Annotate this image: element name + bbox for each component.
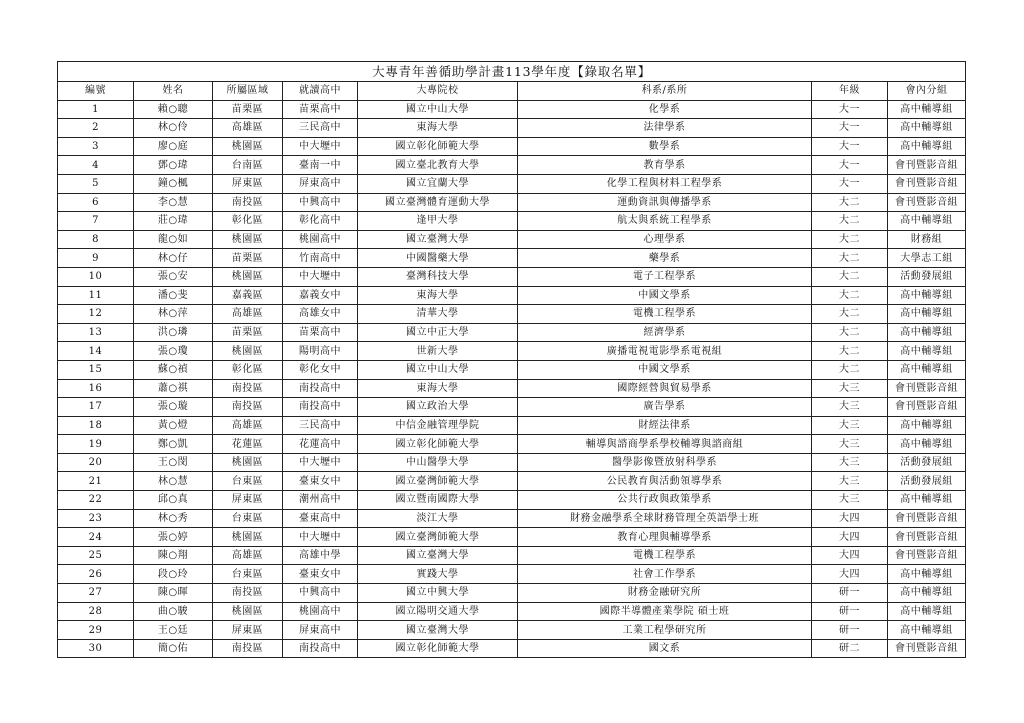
- table-row: [58, 249, 966, 268]
- group-cell: 高中輔導組: [888, 602, 966, 621]
- high-school-cell: 陽明高中: [283, 342, 358, 361]
- name-cell: 王○廷: [134, 621, 213, 640]
- department-cell: 中國文學系: [518, 360, 812, 379]
- region-cell: 苗栗區: [213, 249, 283, 268]
- region-cell: 彰化區: [213, 360, 283, 379]
- table-row: [58, 100, 966, 119]
- name-cell: 蘇○禎: [134, 360, 213, 379]
- university-cell: 國立臺灣師範大學: [358, 472, 518, 491]
- department-cell: 財經法律系: [518, 416, 812, 435]
- department-cell: 國文系: [518, 639, 812, 658]
- region-cell: 台東區: [213, 472, 283, 491]
- group-cell: 高中輔導組: [888, 621, 966, 640]
- column-header-grade: 年級: [812, 82, 888, 101]
- group-cell: 高中輔導組: [888, 360, 966, 379]
- region-cell: 花蓮區: [213, 435, 283, 454]
- number-cell: 8: [58, 230, 134, 249]
- grade-cell: 大二: [812, 267, 888, 286]
- table-row: [58, 230, 966, 249]
- grade-cell: 大四: [812, 565, 888, 584]
- region-cell: 台東區: [213, 509, 283, 528]
- region-cell: 台南區: [213, 156, 283, 175]
- group-cell: 高中輔導組: [888, 565, 966, 584]
- number-cell: 6: [58, 193, 134, 212]
- number-cell: 25: [58, 546, 134, 565]
- grade-cell: 大二: [812, 212, 888, 231]
- column-header-name: 姓名: [134, 82, 213, 101]
- region-cell: 桃園區: [213, 453, 283, 472]
- grade-cell: 大三: [812, 491, 888, 510]
- university-cell: 世新大學: [358, 342, 518, 361]
- table-row: [58, 323, 966, 342]
- university-cell: 中信金融管理學院: [358, 416, 518, 435]
- university-cell: 國立臺灣體育運動大學: [358, 193, 518, 212]
- group-cell: 會刊暨影音組: [888, 379, 966, 398]
- high-school-cell: 苗栗高中: [283, 323, 358, 342]
- group-cell: 會刊暨影音組: [888, 546, 966, 565]
- name-cell: 莊○瑋: [134, 212, 213, 231]
- grade-cell: 研一: [812, 602, 888, 621]
- number-cell: 15: [58, 360, 134, 379]
- grade-cell: 大二: [812, 193, 888, 212]
- university-cell: 中國醫藥大學: [358, 249, 518, 268]
- group-cell: 高中輔導組: [888, 323, 966, 342]
- grade-cell: 大四: [812, 528, 888, 547]
- grade-cell: 大二: [812, 305, 888, 324]
- university-cell: 國立彰化師範大學: [358, 639, 518, 658]
- high-school-cell: 桃園高中: [283, 602, 358, 621]
- group-cell: 大學志工組: [888, 249, 966, 268]
- department-cell: 化學系: [518, 100, 812, 119]
- number-cell: 16: [58, 379, 134, 398]
- department-cell: 化學工程與材料工程學系: [518, 174, 812, 193]
- high-school-cell: 中大壢中: [283, 137, 358, 156]
- table-row: [58, 342, 966, 361]
- university-cell: 東海大學: [358, 379, 518, 398]
- high-school-cell: 中大壢中: [283, 453, 358, 472]
- grade-cell: 大三: [812, 453, 888, 472]
- number-cell: 19: [58, 435, 134, 454]
- number-cell: 4: [58, 156, 134, 175]
- header-row: [58, 82, 966, 101]
- department-cell: 電機工程學系: [518, 546, 812, 565]
- university-cell: 國立臺灣師範大學: [358, 528, 518, 547]
- department-cell: 國際經營與貿易學系: [518, 379, 812, 398]
- name-cell: 邱○真: [134, 491, 213, 510]
- high-school-cell: 臺東女中: [283, 565, 358, 584]
- name-cell: 林○秀: [134, 509, 213, 528]
- number-cell: 18: [58, 416, 134, 435]
- group-cell: 高中輔導組: [888, 286, 966, 305]
- region-cell: 南投區: [213, 639, 283, 658]
- university-cell: 國立政治大學: [358, 398, 518, 417]
- university-cell: 中山醫學大學: [358, 453, 518, 472]
- department-cell: 社會工作學系: [518, 565, 812, 584]
- table-row: [58, 174, 966, 193]
- high-school-cell: 嘉義女中: [283, 286, 358, 305]
- department-cell: 廣播電視電影學系電視組: [518, 342, 812, 361]
- group-cell: 活動發展組: [888, 453, 966, 472]
- name-cell: 段○玲: [134, 565, 213, 584]
- grade-cell: 大三: [812, 379, 888, 398]
- university-cell: 國立中山大學: [358, 360, 518, 379]
- university-cell: 國立臺灣大學: [358, 230, 518, 249]
- high-school-cell: 中興高中: [283, 584, 358, 603]
- name-cell: 張○瓊: [134, 342, 213, 361]
- column-header-number: 編號: [58, 82, 134, 101]
- group-cell: 財務組: [888, 230, 966, 249]
- number-cell: 21: [58, 472, 134, 491]
- group-cell: 高中輔導組: [888, 491, 966, 510]
- high-school-cell: 三民高中: [283, 416, 358, 435]
- table-row: [58, 491, 966, 510]
- department-cell: 財務金融研究所: [518, 584, 812, 603]
- number-cell: 1: [58, 100, 134, 119]
- column-header-group: 會內分組: [888, 82, 966, 101]
- grade-cell: 大一: [812, 174, 888, 193]
- university-cell: 臺灣科技大學: [358, 267, 518, 286]
- column-header-department: 科系/系所: [518, 82, 812, 101]
- number-cell: 7: [58, 212, 134, 231]
- university-cell: 逢甲大學: [358, 212, 518, 231]
- high-school-cell: 苗栗高中: [283, 100, 358, 119]
- university-cell: 國立臺北教育大學: [358, 156, 518, 175]
- table-row: [58, 509, 966, 528]
- number-cell: 23: [58, 509, 134, 528]
- number-cell: 13: [58, 323, 134, 342]
- admission-list-sheet: [57, 61, 965, 658]
- high-school-cell: 潮州高中: [283, 491, 358, 510]
- university-cell: 實踐大學: [358, 565, 518, 584]
- grade-cell: 大四: [812, 546, 888, 565]
- grade-cell: 大一: [812, 156, 888, 175]
- grade-cell: 大二: [812, 249, 888, 268]
- column-header-high-school: 就讀高中: [283, 82, 358, 101]
- table-row: [58, 379, 966, 398]
- table-row: [58, 360, 966, 379]
- department-cell: 教育心理與輔導學系: [518, 528, 812, 547]
- grade-cell: 研一: [812, 621, 888, 640]
- number-cell: 9: [58, 249, 134, 268]
- number-cell: 14: [58, 342, 134, 361]
- grade-cell: 大四: [812, 509, 888, 528]
- group-cell: 高中輔導組: [888, 100, 966, 119]
- table-row: [58, 435, 966, 454]
- table-row: [58, 156, 966, 175]
- number-cell: 30: [58, 639, 134, 658]
- grade-cell: 研一: [812, 584, 888, 603]
- high-school-cell: 高雄女中: [283, 305, 358, 324]
- table-row: [58, 119, 966, 138]
- name-cell: 王○閔: [134, 453, 213, 472]
- region-cell: 屏東區: [213, 174, 283, 193]
- region-cell: 屏東區: [213, 621, 283, 640]
- group-cell: 高中輔導組: [888, 212, 966, 231]
- name-cell: 張○安: [134, 267, 213, 286]
- table-row: [58, 212, 966, 231]
- table-row: [58, 453, 966, 472]
- high-school-cell: 中大壢中: [283, 267, 358, 286]
- group-cell: 高中輔導組: [888, 137, 966, 156]
- grade-cell: 大二: [812, 342, 888, 361]
- high-school-cell: 屏東高中: [283, 174, 358, 193]
- region-cell: 桃園區: [213, 528, 283, 547]
- department-cell: 醫學影像暨放射科學系: [518, 453, 812, 472]
- university-cell: 國立臺灣大學: [358, 621, 518, 640]
- department-cell: 運動資訊與傳播學系: [518, 193, 812, 212]
- grade-cell: 大一: [812, 137, 888, 156]
- department-cell: 電機工程學系: [518, 305, 812, 324]
- grade-cell: 大三: [812, 472, 888, 491]
- table-row: [58, 621, 966, 640]
- number-cell: 2: [58, 119, 134, 138]
- university-cell: 東海大學: [358, 119, 518, 138]
- department-cell: 公共行政與政策學系: [518, 491, 812, 510]
- number-cell: 20: [58, 453, 134, 472]
- high-school-cell: 高雄中學: [283, 546, 358, 565]
- number-cell: 27: [58, 584, 134, 603]
- number-cell: 29: [58, 621, 134, 640]
- group-cell: 會刊暨影音組: [888, 174, 966, 193]
- name-cell: 廖○庭: [134, 137, 213, 156]
- region-cell: 嘉義區: [213, 286, 283, 305]
- department-cell: 教育學系: [518, 156, 812, 175]
- column-header-university: 大專院校: [358, 82, 518, 101]
- high-school-cell: 臺東高中: [283, 509, 358, 528]
- region-cell: 桃園區: [213, 342, 283, 361]
- table-row: [58, 267, 966, 286]
- region-cell: 桃園區: [213, 602, 283, 621]
- university-cell: 東海大學: [358, 286, 518, 305]
- university-cell: 國立中正大學: [358, 323, 518, 342]
- high-school-cell: 中大壢中: [283, 528, 358, 547]
- department-cell: 公民教育與活動領導學系: [518, 472, 812, 491]
- high-school-cell: 花蓮高中: [283, 435, 358, 454]
- table-row: [58, 416, 966, 435]
- region-cell: 苗栗區: [213, 323, 283, 342]
- high-school-cell: 南投高中: [283, 639, 358, 658]
- region-cell: 屏東區: [213, 491, 283, 510]
- table-row: [58, 398, 966, 417]
- number-cell: 11: [58, 286, 134, 305]
- department-cell: 中國文學系: [518, 286, 812, 305]
- high-school-cell: 臺東女中: [283, 472, 358, 491]
- name-cell: 鄧○瑋: [134, 156, 213, 175]
- group-cell: 會刊暨影音組: [888, 528, 966, 547]
- name-cell: 黃○燈: [134, 416, 213, 435]
- region-cell: 高雄區: [213, 305, 283, 324]
- table-row: [58, 528, 966, 547]
- name-cell: 曲○駿: [134, 602, 213, 621]
- table-row: [58, 584, 966, 603]
- number-cell: 5: [58, 174, 134, 193]
- name-cell: 林○仔: [134, 249, 213, 268]
- number-cell: 26: [58, 565, 134, 584]
- table-row: [58, 639, 966, 658]
- university-cell: 國立宜蘭大學: [358, 174, 518, 193]
- department-cell: 工業工程學研究所: [518, 621, 812, 640]
- university-cell: 國立暨南國際大學: [358, 491, 518, 510]
- group-cell: 高中輔導組: [888, 305, 966, 324]
- group-cell: 高中輔導組: [888, 342, 966, 361]
- university-cell: 國立陽明交通大學: [358, 602, 518, 621]
- high-school-cell: 三民高中: [283, 119, 358, 138]
- department-cell: 數學系: [518, 137, 812, 156]
- high-school-cell: 南投高中: [283, 379, 358, 398]
- group-cell: 會刊暨影音組: [888, 156, 966, 175]
- name-cell: 林○慧: [134, 472, 213, 491]
- name-cell: 林○伶: [134, 119, 213, 138]
- region-cell: 南投區: [213, 398, 283, 417]
- table-row: [58, 565, 966, 584]
- department-cell: 經濟學系: [518, 323, 812, 342]
- name-cell: 龍○如: [134, 230, 213, 249]
- document-title: 大專青年善循助學計畫113學年度【錄取名單】: [58, 62, 966, 82]
- high-school-cell: 中興高中: [283, 193, 358, 212]
- name-cell: 蕭○祺: [134, 379, 213, 398]
- grade-cell: 大一: [812, 119, 888, 138]
- admission-table: [57, 61, 966, 658]
- group-cell: 活動發展組: [888, 472, 966, 491]
- table-row: [58, 602, 966, 621]
- region-cell: 高雄區: [213, 416, 283, 435]
- region-cell: 桃園區: [213, 137, 283, 156]
- grade-cell: 大二: [812, 230, 888, 249]
- high-school-cell: 彰化女中: [283, 360, 358, 379]
- group-cell: 會刊暨影音組: [888, 193, 966, 212]
- region-cell: 彰化區: [213, 212, 283, 231]
- number-cell: 22: [58, 491, 134, 510]
- region-cell: 南投區: [213, 584, 283, 603]
- university-cell: 國立中山大學: [358, 100, 518, 119]
- number-cell: 28: [58, 602, 134, 621]
- region-cell: 南投區: [213, 379, 283, 398]
- region-cell: 高雄區: [213, 119, 283, 138]
- grade-cell: 大三: [812, 416, 888, 435]
- column-header-region: 所屬區域: [213, 82, 283, 101]
- name-cell: 陳○翔: [134, 546, 213, 565]
- high-school-cell: 屏東高中: [283, 621, 358, 640]
- table-row: [58, 137, 966, 156]
- name-cell: 鄭○凱: [134, 435, 213, 454]
- table-row: [58, 472, 966, 491]
- department-cell: 心理學系: [518, 230, 812, 249]
- table-row: [58, 286, 966, 305]
- number-cell: 3: [58, 137, 134, 156]
- department-cell: 國際半導體產業學院 碩士班: [518, 602, 812, 621]
- high-school-cell: 彰化高中: [283, 212, 358, 231]
- group-cell: 會刊暨影音組: [888, 509, 966, 528]
- name-cell: 簡○佑: [134, 639, 213, 658]
- name-cell: 鐘○楓: [134, 174, 213, 193]
- region-cell: 台東區: [213, 565, 283, 584]
- grade-cell: 大一: [812, 100, 888, 119]
- high-school-cell: 竹南高中: [283, 249, 358, 268]
- name-cell: 林○萍: [134, 305, 213, 324]
- name-cell: 張○婷: [134, 528, 213, 547]
- high-school-cell: 南投高中: [283, 398, 358, 417]
- name-cell: 陳○暉: [134, 584, 213, 603]
- number-cell: 24: [58, 528, 134, 547]
- high-school-cell: 桃園高中: [283, 230, 358, 249]
- region-cell: 高雄區: [213, 546, 283, 565]
- region-cell: 桃園區: [213, 267, 283, 286]
- number-cell: 10: [58, 267, 134, 286]
- university-cell: 國立臺灣大學: [358, 546, 518, 565]
- group-cell: 高中輔導組: [888, 584, 966, 603]
- grade-cell: 大三: [812, 398, 888, 417]
- number-cell: 12: [58, 305, 134, 324]
- region-cell: 桃園區: [213, 230, 283, 249]
- grade-cell: 大二: [812, 323, 888, 342]
- name-cell: 賴○聰: [134, 100, 213, 119]
- grade-cell: 大二: [812, 286, 888, 305]
- region-cell: 苗栗區: [213, 100, 283, 119]
- department-cell: 輔導與諮商學系學校輔導與諮商組: [518, 435, 812, 454]
- university-cell: 國立中興大學: [358, 584, 518, 603]
- department-cell: 航太與系統工程學系: [518, 212, 812, 231]
- group-cell: 會刊暨影音組: [888, 398, 966, 417]
- group-cell: 會刊暨影音組: [888, 639, 966, 658]
- group-cell: 高中輔導組: [888, 435, 966, 454]
- name-cell: 洪○璘: [134, 323, 213, 342]
- grade-cell: 大三: [812, 435, 888, 454]
- department-cell: 廣告學系: [518, 398, 812, 417]
- university-cell: 國立彰化師範大學: [358, 435, 518, 454]
- name-cell: 李○慧: [134, 193, 213, 212]
- grade-cell: 研二: [812, 639, 888, 658]
- grade-cell: 大二: [812, 360, 888, 379]
- table-row: [58, 305, 966, 324]
- department-cell: 財務金融學系全球財務管理全英語學士班: [518, 509, 812, 528]
- region-cell: 南投區: [213, 193, 283, 212]
- name-cell: 潘○斐: [134, 286, 213, 305]
- name-cell: 張○璇: [134, 398, 213, 417]
- table-row: [58, 193, 966, 212]
- table-row: [58, 546, 966, 565]
- university-cell: 國立彰化師範大學: [358, 137, 518, 156]
- department-cell: 電子工程學系: [518, 267, 812, 286]
- group-cell: 高中輔導組: [888, 416, 966, 435]
- group-cell: 活動發展組: [888, 267, 966, 286]
- high-school-cell: 臺南一中: [283, 156, 358, 175]
- university-cell: 清華大學: [358, 305, 518, 324]
- university-cell: 淡江大學: [358, 509, 518, 528]
- department-cell: 藥學系: [518, 249, 812, 268]
- group-cell: 高中輔導組: [888, 119, 966, 138]
- department-cell: 法律學系: [518, 119, 812, 138]
- number-cell: 17: [58, 398, 134, 417]
